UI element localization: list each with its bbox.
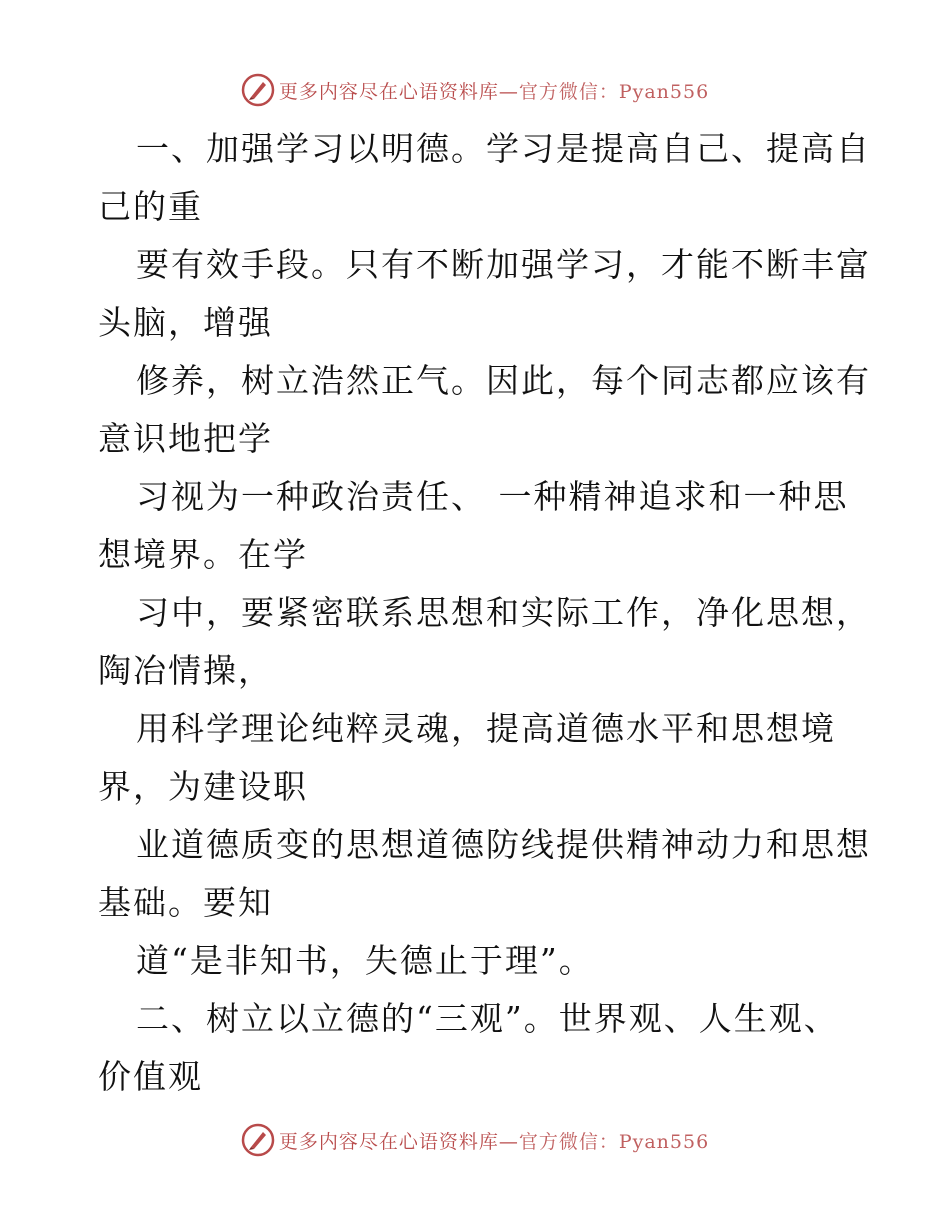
body-line: 要有效手段。只有不断加强学习，才能不断丰富	[136, 245, 871, 284]
body-line: 习中，要紧密联系思想和实际工作，净化思想，	[136, 593, 871, 632]
footer-site-text: 更多内容尽在心语资料库	[278, 1130, 499, 1153]
footer-dash: —	[498, 1130, 519, 1153]
body-line: 界，为建设职	[98, 767, 308, 806]
body-line: 价值观	[98, 1057, 203, 1096]
body-line: 基础。要知	[98, 883, 273, 922]
header-banner	[0, 70, 950, 110]
header-site-text: 更多内容尽在心语资料库	[278, 80, 499, 103]
header-dash: —	[498, 80, 519, 103]
body-line: 想境界。在学	[98, 535, 308, 574]
header-wechat-text: 官方微信：Pyan556	[518, 80, 710, 103]
document-body	[98, 120, 871, 1106]
footer-banner	[0, 1120, 950, 1160]
logo-icon	[241, 73, 275, 107]
body-line: 业道德质变的思想道德防线提供精神动力和思想	[136, 825, 871, 864]
body-line: 意识地把学	[98, 419, 273, 458]
header-text	[279, 77, 709, 104]
body-line: 陶冶情操，	[98, 651, 273, 690]
body-line: 己的重	[98, 187, 203, 226]
logo-icon	[241, 1123, 275, 1157]
body-line: 一、加强学习以明德。学习是提高自己、提高自	[136, 129, 871, 168]
footer-wechat-text: 官方微信：Pyan556	[518, 1130, 710, 1153]
body-line: 道“是非知书，失德止于理”。	[136, 941, 594, 980]
body-line: 修养，树立浩然正气。因此，每个同志都应该有	[136, 361, 871, 400]
body-line: 用科学理论纯粹灵魂，提高道德水平和思想境	[136, 709, 836, 748]
body-line: 头脑，增强	[98, 303, 273, 342]
body-line: 习视为一种政治责任、 一种精神追求和一种思	[136, 477, 849, 516]
footer-text	[279, 1127, 709, 1154]
body-line: 二、树立以立德的“三观”。世界观、人生观、	[136, 999, 839, 1038]
